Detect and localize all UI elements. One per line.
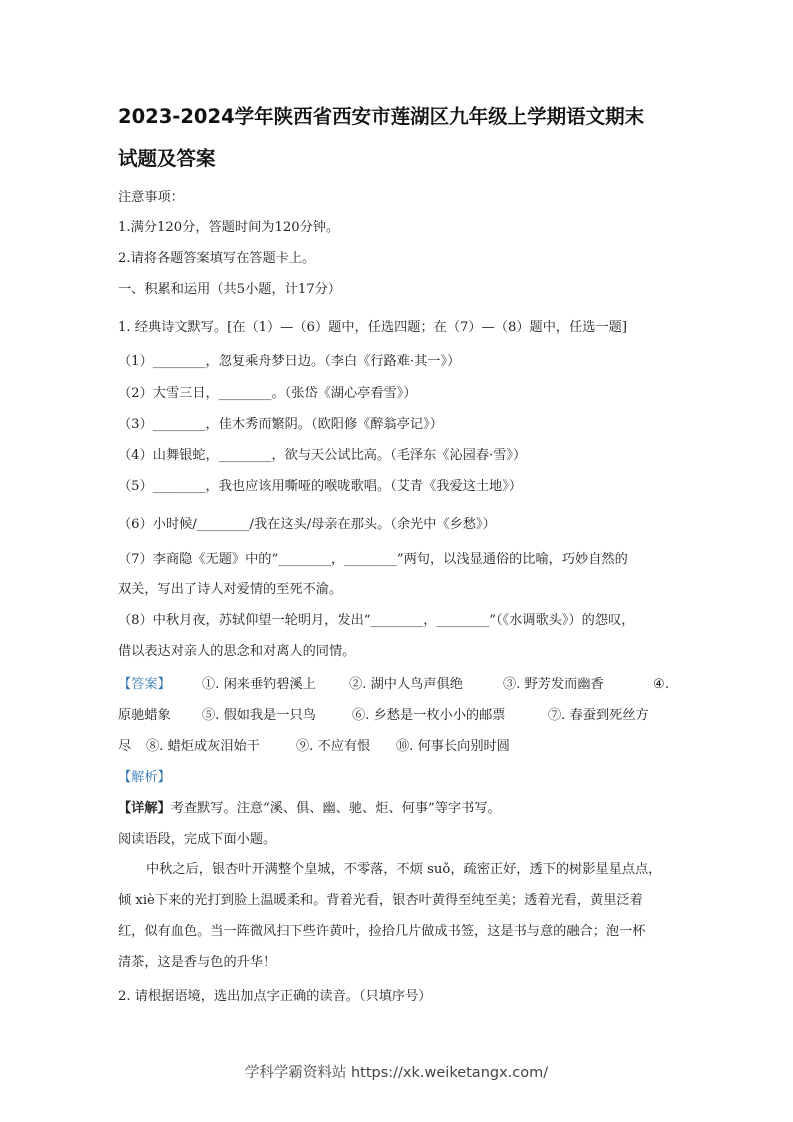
passage-line-4: 清茶，这是香与色的升华！	[118, 955, 277, 970]
answer-line-3	[118, 737, 690, 757]
q1-item-7-line-1: （7）李商隐《无题》中的“________，________”两句，以浅显通俗的比喻，巧妙自然的	[118, 552, 628, 567]
answer-item: ⑧. 蜡炬成灰泪始干	[146, 739, 260, 754]
title-line-1: 2023-2024学年陕西省西安市莲湖区九年级上学期语文期末	[118, 105, 645, 128]
detail-line	[118, 799, 690, 819]
passage-line-3: 红，似有血色。当一阵微风扫下些许黄叶，捡拾几片做成书签，这是书与意的融合；泡一杯	[118, 924, 646, 939]
answer-line-1	[118, 675, 690, 695]
answer-item: ②. 湖中人鸟声俱绝	[349, 677, 463, 692]
section-heading-1: 一、积累和运用（共5小题，计17分）	[118, 282, 341, 297]
answer-item: ⑨. 不应有恨	[296, 739, 371, 754]
answer-item: ③. 野芳发而幽香	[503, 677, 604, 692]
q1-item-1: （1）________，忽复乘舟梦日边。（李白《行路难·其一》）	[118, 354, 461, 369]
answer-item: ①. 闲来垂钓碧溪上	[202, 677, 316, 692]
answer-item: 原驰蜡象	[118, 708, 171, 723]
question-2-stem: 2. 请根据语境，选出加点字正确的读音。（只填序号）	[118, 989, 432, 1004]
q1-item-8-line-1: （8）中秋月夜，苏轼仰望一轮明月，发出“________，________”（《水调歌头》）的怨叹，	[118, 613, 635, 628]
answer-item: ④.	[653, 677, 670, 692]
document-title	[118, 96, 688, 180]
answer-item: 尽	[118, 739, 132, 754]
title-line-2: 试题及答案	[118, 147, 216, 170]
reading-intro: 阅读语段，完成下面小题。	[118, 832, 277, 847]
q1-item-3: （3）________，佳木秀而繁阴。（欧阳修《醉翁亭记》）	[118, 417, 443, 432]
passage-line-2: 倾 xiè下来的光打到脸上温暖柔和。背着光看，银杏叶黄得至纯至美；透着光看，黄里泛着	[118, 893, 643, 908]
q1-item-7-line-2: 双关，写出了诗人对爱情的至死不渝。	[118, 582, 343, 597]
passage-line-1: 中秋之后，银杏叶开满整个皇城，不零落，不烦 suǒ，疏密正好，透下的树影星星点点，	[146, 862, 662, 877]
answer-item: ⑩. 何事长向别时圆	[396, 739, 510, 754]
detail-label: 【详解】	[118, 801, 171, 816]
answer-item: ⑦. 春蚕到死丝方	[548, 708, 649, 723]
note-2: 2.请将各题答案填写在答题卡上。	[118, 251, 316, 266]
answer-line-2	[118, 706, 690, 726]
note-1: 1.满分120分，答题时间为120分钟。	[118, 220, 340, 235]
answer-item: ⑥. 乡愁是一枚小小的邮票	[352, 708, 506, 723]
q1-item-4: （4）山舞银蛇，________，欲与天公试比高。（毛泽东《沁园春·雪》）	[118, 448, 527, 463]
detail-text: 考查默写。注意“溪、俱、幽、驰、炬、何事”等字书写。	[170, 801, 501, 816]
answer-item: ⑤. 假如我是一只鸟	[202, 708, 316, 723]
q1-item-8-line-2: 借以表达对亲人的思念和对离人的同情。	[118, 644, 356, 659]
analysis-label: 【解析】	[118, 770, 171, 785]
answer-label: 【答案】	[118, 677, 171, 692]
q1-item-6: （6）小时候/________/我在这头/母亲在那头。（余光中《乡愁》）	[118, 517, 496, 532]
question-1-stem: 1. 经典诗文默写。[在（1）—（6）题中，任选四题；在（7）—（8）题中，任选一题]	[118, 320, 627, 335]
q1-item-2: （2）大雪三日，________。（张岱《湖心亭看雪》）	[118, 386, 417, 401]
notes-heading: 注意事项：	[118, 190, 184, 205]
page-footer: 学科学霸资料站 https://xk.weiketangx.com/	[244, 1065, 549, 1081]
q1-item-5: （5）________，我也应该用嘶哑的喉咙歌唱。（艾青《我爱这土地》）	[118, 479, 523, 494]
